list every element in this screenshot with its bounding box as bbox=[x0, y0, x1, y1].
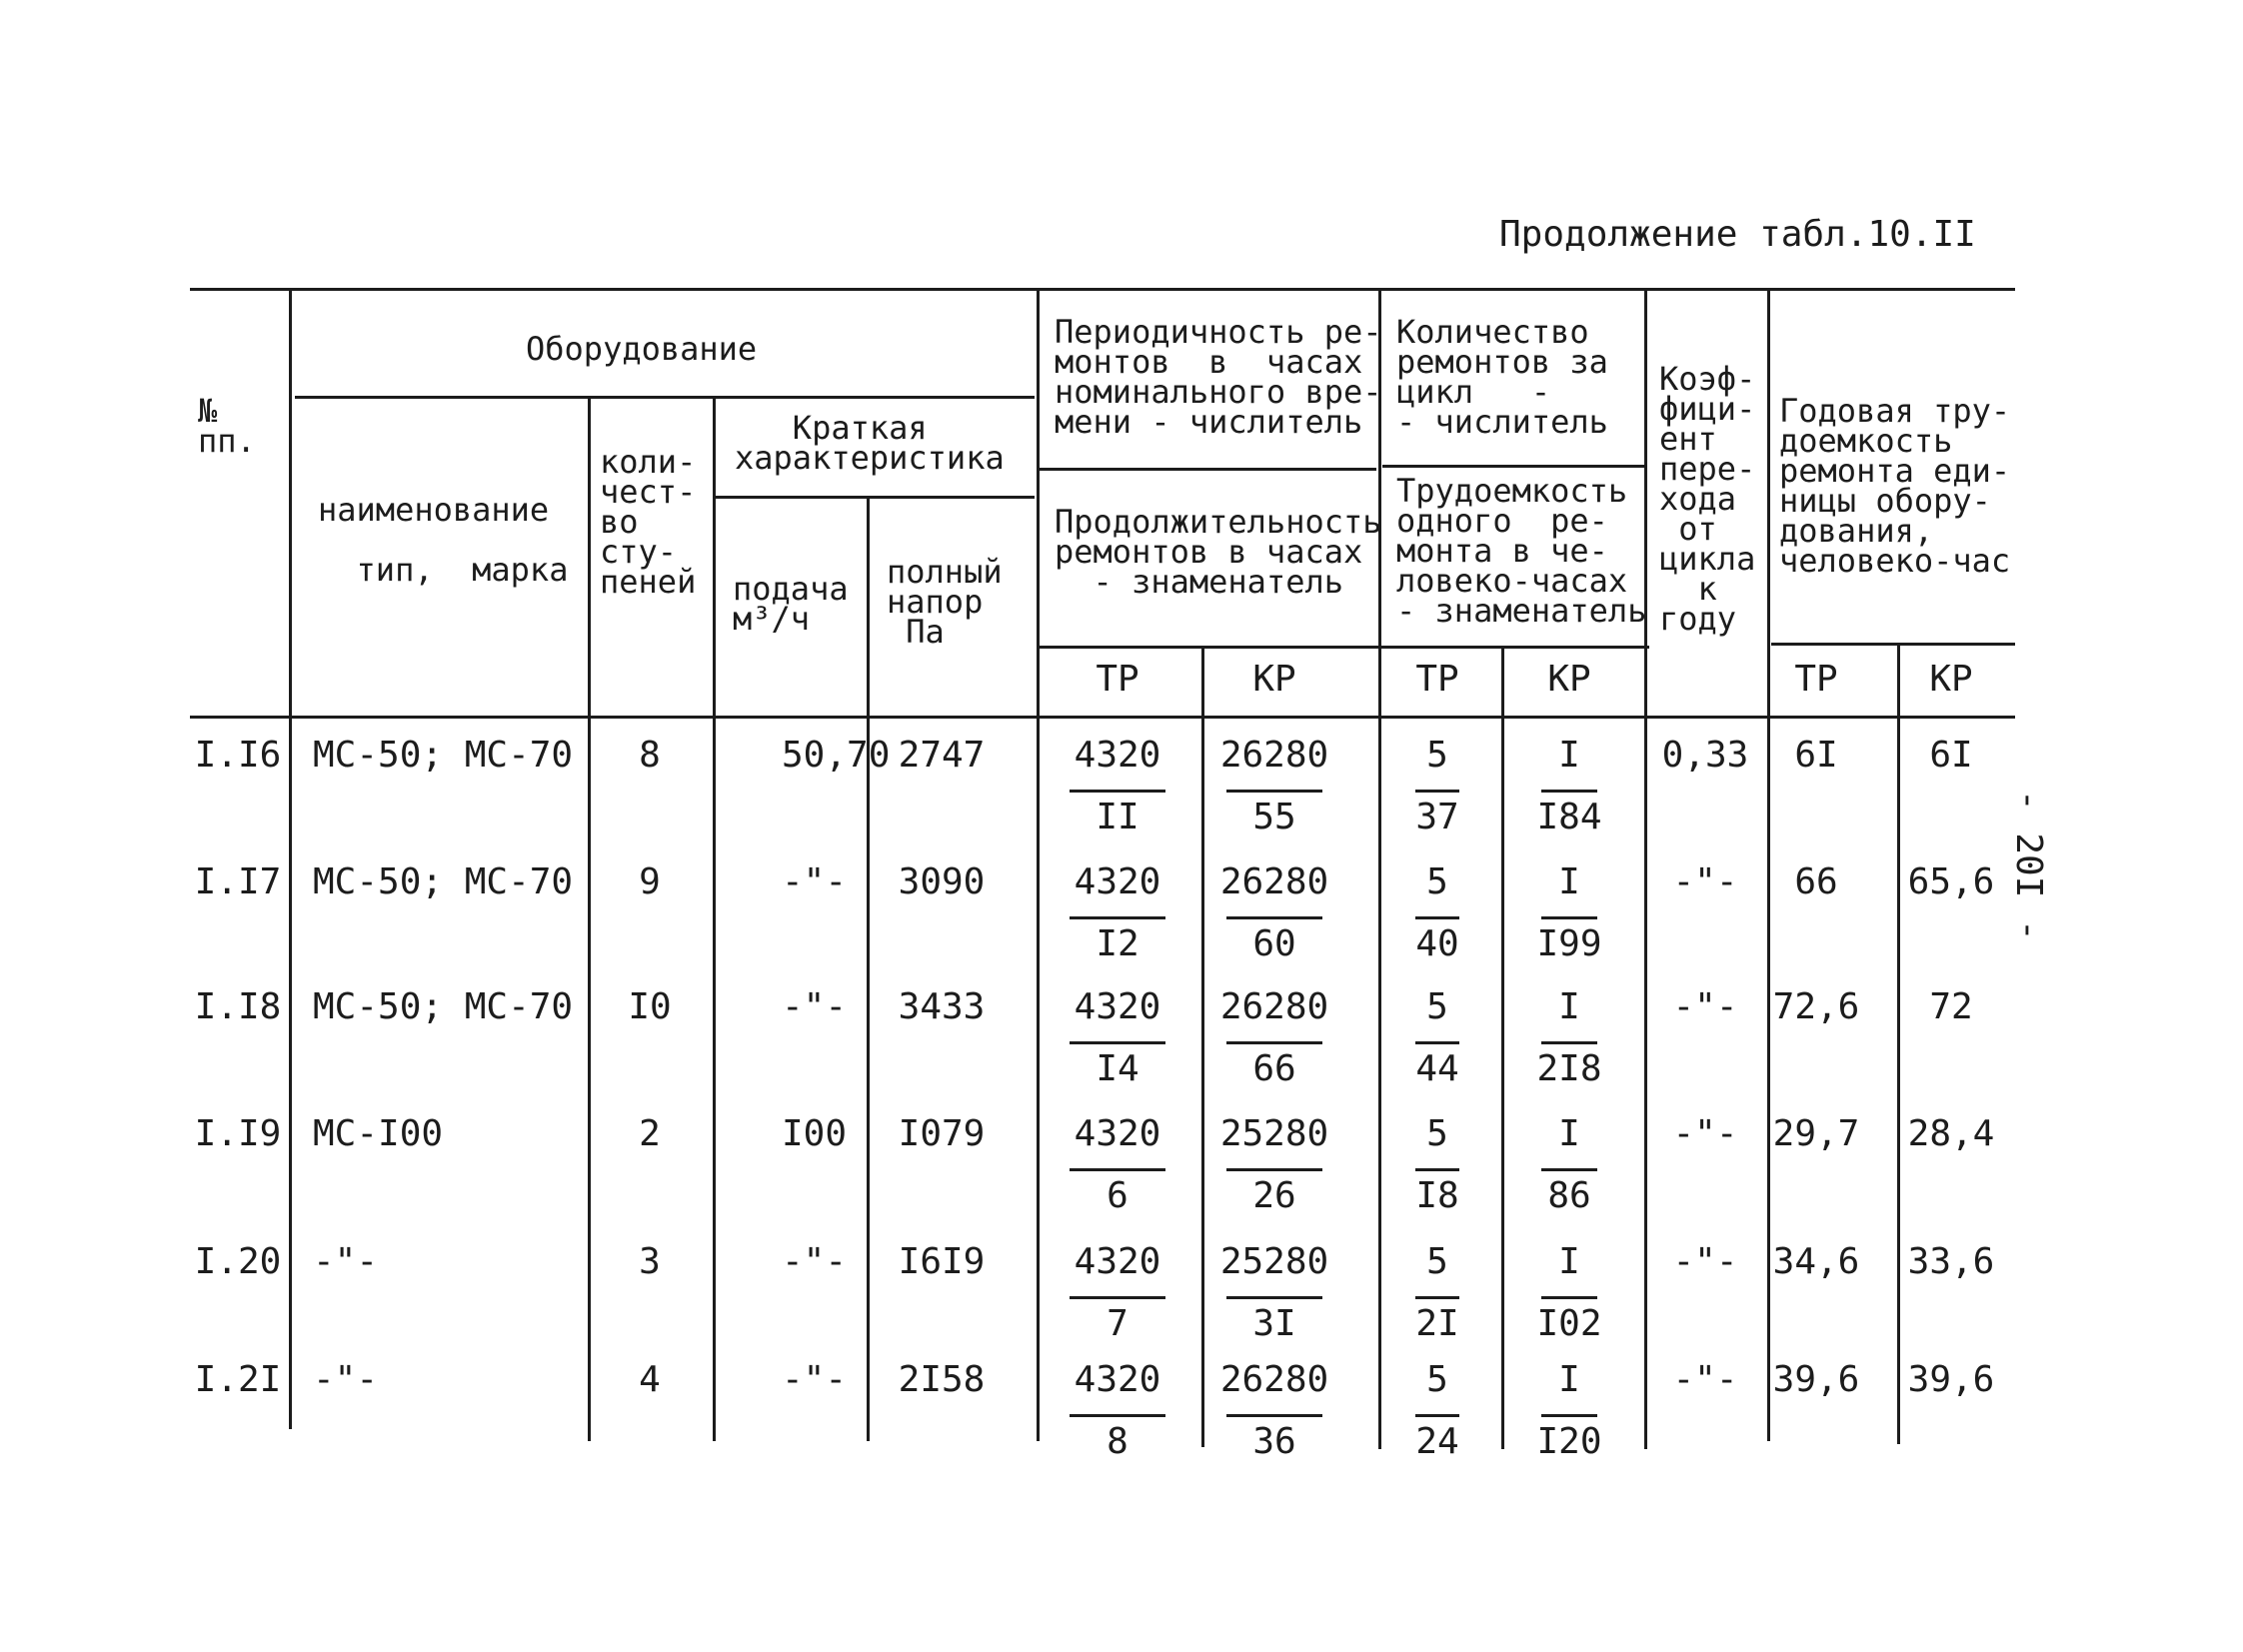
col-line-8 bbox=[1501, 648, 1504, 1449]
row-annual-tr: 34,6 bbox=[1772, 1241, 1860, 1282]
row-stages: I0 bbox=[628, 986, 672, 1027]
header-brief: Краткая характеристика bbox=[735, 409, 1005, 477]
fraction-count-tr-numerator: 5 bbox=[1426, 1359, 1448, 1400]
header-period-tr: ТР bbox=[1096, 659, 1139, 700]
fraction-period-tr-denominator: I2 bbox=[1096, 923, 1139, 964]
row-name: -"- bbox=[313, 1241, 379, 1282]
row-name: МС-I00 bbox=[313, 1113, 444, 1154]
fraction-count-kr-numerator: I bbox=[1558, 735, 1580, 776]
fraction-count-kr-bar bbox=[1541, 916, 1597, 919]
fraction-count-tr-numerator: 5 bbox=[1426, 1113, 1448, 1154]
row-annual-kr: 72 bbox=[1929, 986, 1973, 1027]
fraction-period-tr-denominator: 6 bbox=[1107, 1175, 1128, 1216]
header-count: Количество ремонтов за цикл - - числитель bbox=[1396, 313, 1608, 441]
fraction-period-tr-numerator: 4320 bbox=[1074, 861, 1161, 902]
row-annual-kr: 65,6 bbox=[1907, 861, 1995, 902]
header-count-tr: ТР bbox=[1415, 659, 1459, 700]
row-coef: -"- bbox=[1672, 986, 1738, 1027]
rule-brief bbox=[716, 496, 1035, 499]
rule-trkr-1 bbox=[1040, 646, 1649, 649]
fraction-period-kr-bar bbox=[1226, 1168, 1322, 1171]
col-line-10 bbox=[1767, 290, 1770, 1441]
row-name: МС-50; МС-70 bbox=[313, 735, 574, 776]
row-name: МС-50; МС-70 bbox=[313, 986, 574, 1027]
fraction-period-kr-bar bbox=[1226, 1041, 1322, 1044]
header-count-kr: КР bbox=[1547, 659, 1591, 700]
row-coef: -"- bbox=[1672, 1359, 1738, 1400]
fraction-count-kr-denominator: I02 bbox=[1536, 1303, 1602, 1344]
row-coef: 0,33 bbox=[1661, 735, 1749, 776]
row-num: I.20 bbox=[194, 1241, 282, 1282]
row-flow: I00 bbox=[782, 1113, 848, 1154]
fraction-period-tr-bar bbox=[1070, 790, 1165, 793]
fraction-count-kr-numerator: I bbox=[1558, 1113, 1580, 1154]
fraction-count-kr-numerator: I bbox=[1558, 1241, 1580, 1282]
fraction-period-kr-numerator: 25280 bbox=[1219, 1113, 1329, 1154]
fraction-period-tr-numerator: 4320 bbox=[1074, 1241, 1161, 1282]
fraction-period-kr-bar bbox=[1226, 916, 1322, 919]
row-annual-tr: 6I bbox=[1794, 735, 1838, 776]
fraction-count-tr-denominator: I8 bbox=[1415, 1175, 1459, 1216]
rule-trkr-2 bbox=[1771, 643, 2015, 646]
row-annual-kr: 6I bbox=[1929, 735, 1973, 776]
row-annual-tr: 66 bbox=[1794, 861, 1838, 902]
row-stages: 8 bbox=[639, 735, 661, 776]
fraction-period-tr-numerator: 4320 bbox=[1074, 1359, 1161, 1400]
col-line-11 bbox=[1897, 645, 1900, 1444]
fraction-count-kr-numerator: I bbox=[1558, 1359, 1580, 1400]
fraction-count-tr-bar bbox=[1415, 790, 1459, 793]
header-coef: Коэф- фици- ент пере- хода от цикла к году bbox=[1659, 360, 1756, 638]
col-line-7 bbox=[1378, 290, 1381, 1449]
row-num: I.I8 bbox=[194, 986, 282, 1027]
fraction-count-tr-numerator: 5 bbox=[1426, 861, 1448, 902]
fraction-count-tr-denominator: 2I bbox=[1415, 1303, 1459, 1344]
row-head: 3433 bbox=[898, 986, 986, 1027]
fraction-count-tr-bar bbox=[1415, 1414, 1459, 1417]
col-line-3 bbox=[713, 398, 716, 1441]
rule-period bbox=[1040, 468, 1376, 471]
fraction-period-kr-bar bbox=[1226, 1296, 1322, 1299]
header-equipment: Оборудование bbox=[526, 330, 758, 368]
row-head: I6I9 bbox=[898, 1241, 986, 1282]
row-num: I.2I bbox=[194, 1359, 282, 1400]
fraction-period-tr-bar bbox=[1070, 1296, 1165, 1299]
header-duration: Продолжительность ремонтов в часах - знаменатель bbox=[1055, 503, 1382, 601]
header-flow: подача м³/ч bbox=[733, 570, 849, 638]
col-line-9 bbox=[1644, 290, 1647, 1449]
row-num: I.I7 bbox=[194, 861, 282, 902]
row-stages: 2 bbox=[639, 1113, 661, 1154]
fraction-count-kr-bar bbox=[1541, 790, 1597, 793]
fraction-count-kr-denominator: I84 bbox=[1536, 797, 1602, 837]
header-period-kr: КР bbox=[1252, 659, 1296, 700]
fraction-period-kr-denominator: 66 bbox=[1252, 1048, 1296, 1089]
fraction-period-tr-numerator: 4320 bbox=[1074, 986, 1161, 1027]
row-stages: 3 bbox=[639, 1241, 661, 1282]
fraction-period-tr-bar bbox=[1070, 1041, 1165, 1044]
col-line-2 bbox=[588, 398, 591, 1441]
fraction-period-kr-bar bbox=[1226, 790, 1322, 793]
row-num: I.I6 bbox=[194, 735, 282, 776]
row-annual-tr: 39,6 bbox=[1772, 1359, 1860, 1400]
fraction-count-tr-denominator: 24 bbox=[1415, 1421, 1459, 1462]
fraction-period-tr-denominator: 7 bbox=[1107, 1303, 1128, 1344]
fraction-period-kr-denominator: 26 bbox=[1252, 1175, 1296, 1216]
fraction-period-tr-bar bbox=[1070, 916, 1165, 919]
row-coef: -"- bbox=[1672, 861, 1738, 902]
col-line-1 bbox=[289, 290, 292, 1429]
fraction-period-tr-denominator: I4 bbox=[1096, 1048, 1139, 1089]
fraction-count-kr-denominator: I99 bbox=[1536, 923, 1602, 964]
row-head: I079 bbox=[898, 1113, 986, 1154]
header-period: Периодичность ре- монтов в часах номинального вре- мени - числитель bbox=[1055, 313, 1382, 441]
rule-top bbox=[190, 288, 2015, 291]
row-coef: -"- bbox=[1672, 1113, 1738, 1154]
fraction-count-tr-bar bbox=[1415, 1168, 1459, 1171]
row-coef: -"- bbox=[1672, 1241, 1738, 1282]
header-num: № пп. bbox=[198, 392, 256, 460]
fraction-count-kr-denominator: I20 bbox=[1536, 1421, 1602, 1462]
fraction-count-kr-bar bbox=[1541, 1041, 1597, 1044]
fraction-period-kr-numerator: 26280 bbox=[1219, 861, 1329, 902]
fraction-count-kr-bar bbox=[1541, 1168, 1597, 1171]
row-flow: -"- bbox=[782, 861, 848, 902]
fraction-period-kr-bar bbox=[1226, 1414, 1322, 1417]
row-annual-kr: 39,6 bbox=[1907, 1359, 1995, 1400]
row-flow: -"- bbox=[782, 1359, 848, 1400]
rule-count bbox=[1382, 465, 1647, 468]
row-flow: 50,70 bbox=[782, 735, 891, 776]
row-flow: -"- bbox=[782, 986, 848, 1027]
row-annual-kr: 33,6 bbox=[1907, 1241, 1995, 1282]
fraction-count-tr-denominator: 40 bbox=[1415, 923, 1459, 964]
fraction-period-kr-denominator: 55 bbox=[1252, 797, 1296, 837]
fraction-period-tr-numerator: 4320 bbox=[1074, 735, 1161, 776]
row-stages: 4 bbox=[639, 1359, 661, 1400]
fraction-count-kr-denominator: 86 bbox=[1547, 1175, 1591, 1216]
col-line-4 bbox=[867, 498, 870, 1441]
fraction-count-tr-numerator: 5 bbox=[1426, 735, 1448, 776]
header-annual: Годовая тру- доемкость ремонта еди- ницы обору- дования, человеко-час bbox=[1779, 392, 2011, 580]
rule-header-bottom bbox=[190, 716, 2015, 719]
fraction-count-tr-numerator: 5 bbox=[1426, 1241, 1448, 1282]
table-caption: Продолжение табл.10.II bbox=[1499, 214, 1976, 255]
fraction-count-tr-denominator: 37 bbox=[1415, 797, 1459, 837]
row-annual-tr: 72,6 bbox=[1772, 986, 1860, 1027]
header-annual-kr: КР bbox=[1929, 659, 1973, 700]
fraction-period-kr-numerator: 25280 bbox=[1219, 1241, 1329, 1282]
row-annual-tr: 29,7 bbox=[1772, 1113, 1860, 1154]
fraction-period-tr-numerator: 4320 bbox=[1074, 1113, 1161, 1154]
row-annual-kr: 28,4 bbox=[1907, 1113, 1995, 1154]
row-name: МС-50; МС-70 bbox=[313, 861, 574, 902]
fraction-count-tr-bar bbox=[1415, 1041, 1459, 1044]
fraction-count-tr-denominator: 44 bbox=[1415, 1048, 1459, 1089]
fraction-count-kr-numerator: I bbox=[1558, 986, 1580, 1027]
header-name: наименование тип, марка bbox=[318, 491, 569, 589]
fraction-period-tr-bar bbox=[1070, 1168, 1165, 1171]
row-head: 2747 bbox=[898, 735, 986, 776]
header-stages: коли- чест- во сту- пеней bbox=[600, 443, 697, 601]
row-head: 3090 bbox=[898, 861, 986, 902]
fraction-period-kr-denominator: 36 bbox=[1252, 1421, 1296, 1462]
col-line-6 bbox=[1201, 648, 1204, 1447]
fraction-count-tr-bar bbox=[1415, 1296, 1459, 1299]
fraction-period-tr-denominator: II bbox=[1096, 797, 1139, 837]
fraction-count-kr-denominator: 2I8 bbox=[1536, 1048, 1602, 1089]
fraction-period-kr-numerator: 26280 bbox=[1219, 986, 1329, 1027]
rule-equipment bbox=[295, 396, 1035, 399]
fraction-period-kr-denominator: 60 bbox=[1252, 923, 1296, 964]
fraction-count-tr-numerator: 5 bbox=[1426, 986, 1448, 1027]
header-head: полный напор Па bbox=[887, 553, 1003, 651]
header-annual-tr: ТР bbox=[1794, 659, 1838, 700]
fraction-period-kr-denominator: 3I bbox=[1252, 1303, 1296, 1344]
fraction-count-kr-numerator: I bbox=[1558, 861, 1580, 902]
page-number: - 20I - bbox=[2008, 790, 2049, 941]
fraction-period-kr-numerator: 26280 bbox=[1219, 1359, 1329, 1400]
row-head: 2I58 bbox=[898, 1359, 986, 1400]
fraction-period-kr-numerator: 26280 bbox=[1219, 735, 1329, 776]
col-line-5 bbox=[1037, 290, 1040, 1441]
row-name: -"- bbox=[313, 1359, 379, 1400]
fraction-period-tr-bar bbox=[1070, 1414, 1165, 1417]
header-labor: Трудоемкость одного ре- монта в че- ловеко-часах - знаменатель bbox=[1396, 472, 1647, 630]
fraction-period-tr-denominator: 8 bbox=[1107, 1421, 1128, 1462]
row-num: I.I9 bbox=[194, 1113, 282, 1154]
fraction-count-kr-bar bbox=[1541, 1296, 1597, 1299]
row-stages: 9 bbox=[639, 861, 661, 902]
fraction-count-tr-bar bbox=[1415, 916, 1459, 919]
row-flow: -"- bbox=[782, 1241, 848, 1282]
fraction-count-kr-bar bbox=[1541, 1414, 1597, 1417]
